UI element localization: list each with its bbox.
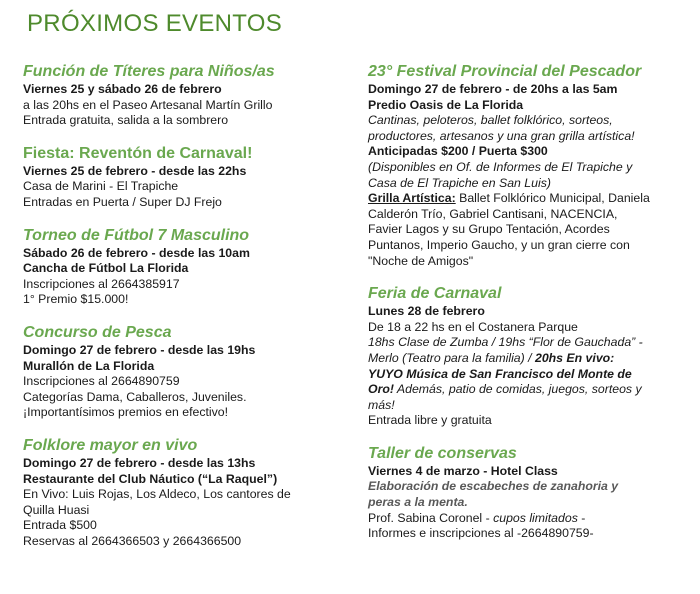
teacher-sep: - [577, 510, 586, 525]
event-date: Lunes 28 de febrero [368, 304, 485, 319]
event-lineup-cont: Calderón Trío, Gabriel Cantisani, NACENCIA, [368, 206, 618, 221]
event-lineup-cont: Puntanos, Imperio Gaucho, y un gran cierre con [368, 237, 630, 252]
event-title: Concurso de Pesca [23, 323, 172, 341]
event-description: Elaboración de escabeches de zanahoria y [368, 479, 619, 494]
event-teacher [368, 511, 690, 527]
events-right-column [368, 62, 690, 557]
event-entry: Entrada gratuita, salida a la sombrero [23, 113, 229, 128]
page-title: PRÓXIMOS EVENTOS [27, 10, 283, 37]
event-categories: Categorías Dama, Caballeros, Juveniles. [23, 389, 247, 404]
event-place: Restaurante del Club Náutico (“La Raquel”) [23, 471, 278, 486]
limited-spots: cupos limitados [493, 510, 578, 525]
events-left-column [23, 62, 343, 564]
event-prize: 1° Premio $15.000! [23, 292, 129, 307]
teacher-name: Prof. Sabina Coronel - [368, 510, 494, 525]
event-date: Sábado 26 de febrero - desde las 10am [23, 245, 250, 260]
event-entry: Entrada libre y gratuita [368, 413, 492, 428]
schedule-live: 20hs En vivo: [534, 350, 615, 365]
event-prizes: ¡Importantísimos premios en efectivo! [23, 405, 229, 420]
event-folklore [23, 436, 343, 550]
grilla-label: Grilla Artística: [368, 191, 456, 206]
event-schedule: 18hs Clase de Zumba / 19hs “Flor de Gauchada” - [368, 335, 643, 350]
event-carnaval-party [23, 144, 343, 211]
event-place: a las 20hs en el Paseo Artesanal Martín Grillo [23, 97, 273, 112]
event-title: Folklore mayor en vivo [23, 436, 198, 454]
event-description-cont: productores, artesanos y una gran grilla artística! [368, 128, 635, 143]
event-registration: Informes e inscripciones al -2664890759- [368, 526, 594, 541]
event-registration: Inscripciones al 2664385917 [23, 276, 180, 291]
event-pesca [23, 323, 343, 421]
event-title: Feria de Carnaval [368, 285, 502, 303]
event-title: Función de Títeres para Niños/as [23, 63, 275, 80]
event-date: Domingo 27 de febrero - desde las 13hs [23, 455, 256, 470]
event-registration: Inscripciones al 2664890759 [23, 374, 180, 389]
live-band-end: Oro! [368, 382, 394, 397]
event-date: Domingo 27 de febrero - desde las 19hs [23, 342, 256, 357]
event-festival-pescador [368, 62, 690, 269]
event-extras-cont: más! [368, 397, 395, 412]
schedule-theatre: Merlo (Teatro para la familia) / [368, 350, 535, 365]
event-lineup [368, 191, 690, 207]
event-date: Viernes 25 de febrero - desde las 22hs [23, 163, 247, 178]
event-entry: Entrada $500 [23, 518, 97, 533]
event-title: Torneo de Fútbol 7 Masculino [23, 226, 250, 244]
event-entry: Entradas en Puerta / Super DJ Frejo [23, 194, 222, 209]
event-title: 23° Festival Provincial del Pescador [368, 63, 642, 80]
event-date: Viernes 25 y sábado 26 de febrero [23, 82, 222, 96]
event-lineup-cont: Favier Lagos y su Grupo Tentación, Acordes [368, 222, 610, 237]
event-date: Domingo 27 de febrero - de 20hs a las 5am [368, 82, 618, 96]
event-place: Casa de Marini - El Trapiche [23, 179, 179, 194]
event-futbol [23, 226, 343, 308]
event-place: Murallón de La Florida [23, 358, 155, 373]
event-schedule-cont [368, 351, 690, 367]
event-lineup: En Vivo: Luis Rojas, Los Aldeco, Los cantores de [23, 487, 291, 502]
event-extras [368, 382, 690, 398]
event-reservations: Reservas al 2664366503 y 2664366500 [23, 533, 242, 548]
event-date: Viernes 4 de marzo - Hotel Class [368, 463, 558, 478]
event-title: Fiesta: Reventón de Carnaval! [23, 144, 253, 162]
event-lineup-cont: Quilla Huasi [23, 502, 90, 517]
event-lineup-cont: "Noche de Amigos" [368, 253, 474, 268]
event-place: Predio Oasis de La Florida [368, 97, 524, 112]
event-place: De 18 a 22 hs en el Costanera Parque [368, 319, 578, 334]
event-availability-cont: Casa de El Trapiche en San Luis) [368, 175, 551, 190]
event-feria-carnaval [368, 284, 690, 429]
event-availability: (Disponibles en Of. de Informes de El Trapiche y [368, 159, 633, 174]
event-titeres [23, 62, 343, 129]
event-title: Taller de conservas [368, 444, 517, 462]
event-prices: Anticipadas $200 / Puerta $300 [368, 144, 548, 159]
event-taller-conservas [368, 444, 690, 542]
event-live-band: YUYO Música de San Francisco del Monte de [368, 366, 632, 381]
event-description-cont: peras a la menta. [368, 495, 468, 510]
extras-text: Además, patio de comidas, juegos, sorteos y [393, 382, 642, 397]
event-description: Cantinas, peloteros, ballet folklórico, sorteos, [368, 113, 613, 128]
event-place: Cancha de Fútbol La Florida [23, 261, 189, 276]
grilla-text: Ballet Folklórico Municipal, Daniela [455, 191, 650, 206]
